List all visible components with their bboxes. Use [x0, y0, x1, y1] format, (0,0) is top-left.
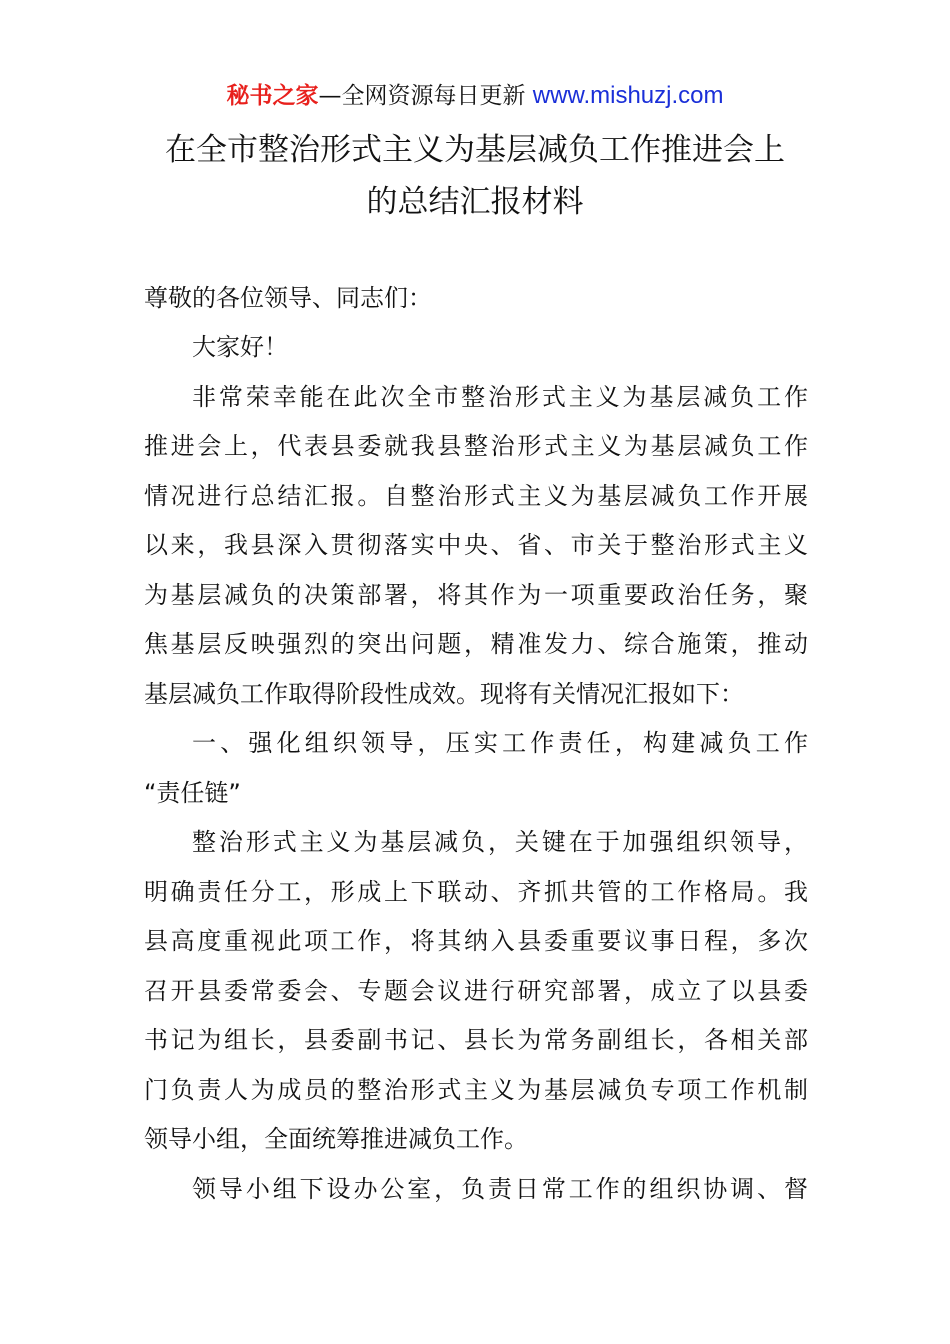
paragraph-line: 明确责任分工，形成上下联动、齐抓共管的工作格局。我 [144, 877, 808, 906]
site-header [0, 80, 950, 112]
salutation: 尊敬的各位领导、同志们： [144, 284, 432, 312]
paragraph-line: 召开县委常委会、专题会议进行研究部署，成立了以县委 [144, 976, 808, 1005]
document-body [144, 323, 808, 1214]
paragraph-line: 县高度重视此项工作，将其纳入县委重要议事日程，多次 [144, 927, 808, 955]
greeting-line: 大家好！ [192, 333, 288, 361]
paragraph-line: 领导小组下设办公室，负责日常工作的组织协调、督 [192, 1174, 808, 1203]
title-line-2: 的总结汇报材料 [366, 184, 584, 220]
paragraph-line: 书记为组长，县委副书记、县长为常务副组长，各相关部 [144, 1026, 808, 1054]
paragraph-line: 整治形式主义为基层减负，关键在于加强组织领导， [192, 828, 808, 856]
section-heading-line: 一、强化组织领导，压实工作责任，构建减负工作 [192, 729, 808, 757]
paragraph-line: 门负责人为成员的整治形式主义为基层减负专项工作机制 [144, 1075, 808, 1104]
title-line-1: 在全市整治形式主义为基层减负工作推进会上 [165, 132, 785, 168]
document-title [120, 124, 830, 228]
paragraph-line: 非常荣幸能在此次全市整治形式主义为基层减负工作 [192, 382, 808, 411]
section-heading-line: “责任链” [144, 778, 241, 807]
paragraph-line: 情况进行总结汇报。自整治形式主义为基层减负工作开展 [144, 481, 808, 510]
site-name: 秘书之家 [226, 83, 319, 109]
site-tagline: —全网资源每日更新 [318, 83, 526, 109]
paragraph-line: 以来，我县深入贯彻落实中央、省、市关于整治形式主义 [144, 531, 808, 559]
paragraph-line: 领导小组，全面统筹推进减负工作。 [144, 1125, 528, 1153]
site-url-link[interactable]: www.mishuzj.com [532, 82, 724, 109]
paragraph-line: 焦基层反映强烈的突出问题，精准发力、综合施策，推动 [144, 630, 808, 658]
paragraph-line: 为基层减负的决策部署，将其作为一项重要政治任务，聚 [144, 580, 808, 609]
paragraph-line: 推进会上，代表县委就我县整治形式主义为基层减负工作 [144, 432, 808, 460]
paragraph-line: 基层减负工作取得阶段性成效。现将有关情况汇报如下： [144, 679, 744, 708]
